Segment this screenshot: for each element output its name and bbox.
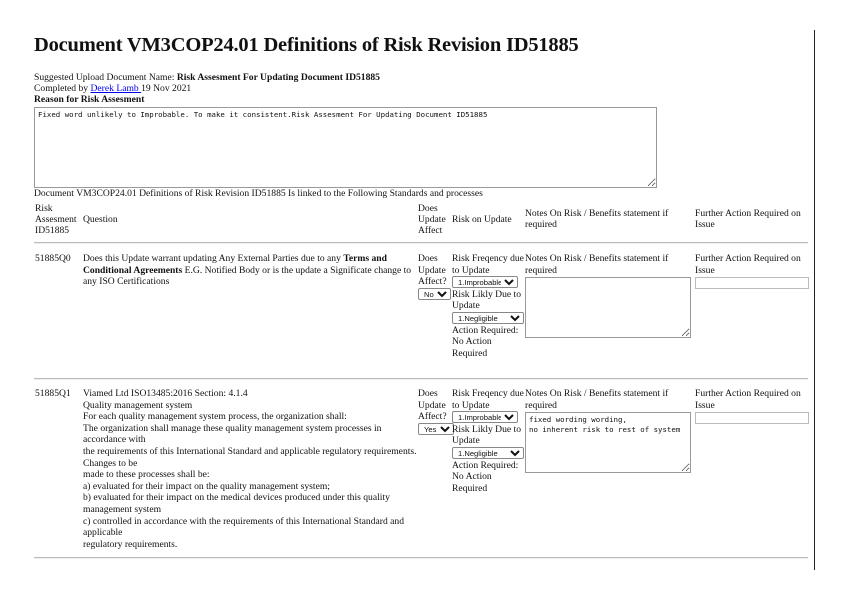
reason-label: Reason for Risk Assesment: [34, 94, 145, 105]
completed-by-label: Completed by: [34, 83, 91, 94]
further-action-input[interactable]: [695, 277, 809, 289]
further-action-input[interactable]: [695, 412, 809, 424]
affect-select[interactable]: [418, 288, 451, 300]
row-risk-id: 51885Q1: [35, 388, 71, 399]
action-required-value: No Action Required: [452, 471, 492, 494]
header-does-update-affect: Does Update Affect: [418, 203, 446, 236]
risk-frequency-label: Risk Freqency due to Update: [452, 388, 524, 411]
notes-textarea[interactable]: [525, 277, 691, 338]
row-affect-cell: [418, 253, 452, 300]
header-risk-id: Risk Assesment ID51885: [35, 203, 77, 236]
notes-textarea[interactable]: [525, 412, 691, 473]
page-title: Document VM3COP24.01 Definitions of Risk Revision ID51885: [34, 34, 579, 56]
action-required-label: Action Required:: [452, 324, 519, 336]
affect-label: Does Update Affect?: [418, 253, 447, 288]
notes-label: Notes On Risk / Benefits statement if required: [525, 388, 669, 411]
risk-frequency-select[interactable]: [452, 411, 518, 423]
row-affect-cell: [418, 388, 452, 435]
linked-standards-text: Document VM3COP24.01 Definitions of Risk Revision ID51885 Is linked to the Following Standards and processes: [34, 188, 483, 199]
risk-frequency-select[interactable]: [452, 276, 518, 288]
completed-by-link[interactable]: Derek Lamb: [90, 83, 142, 94]
suggested-name-line: [34, 72, 380, 83]
affect-label: Does Update Affect?: [418, 388, 447, 423]
risk-likely-label: Risk Likly Due to Update: [452, 423, 522, 447]
header-risk-on-update: Risk on Update: [452, 214, 512, 225]
row-risk-cell: [452, 253, 526, 359]
row-further-action-cell: [695, 253, 811, 289]
risk-likely-select[interactable]: [452, 312, 524, 324]
completed-date: 19 Nov 2021: [141, 83, 192, 94]
row-notes-cell: [525, 388, 695, 473]
page-right-border: [814, 30, 815, 570]
header-question: Question: [83, 214, 118, 225]
suggested-name-value: Risk Assesment For Updating Document ID51885: [176, 72, 380, 83]
header-notes: Notes On Risk / Benefits statement if required: [525, 208, 669, 230]
notes-label: Notes On Risk / Benefits statement if required: [525, 253, 669, 276]
row-divider: [34, 378, 808, 380]
header-further-action: Further Action Required on Issue: [695, 208, 801, 230]
header-divider: [34, 242, 808, 244]
row-risk-cell: [452, 388, 526, 494]
row-further-action-cell: [695, 388, 811, 424]
document-meta: [34, 72, 380, 105]
action-required-label: Action Required:: [452, 459, 519, 471]
completed-by-line: [34, 83, 380, 94]
risk-likely-select[interactable]: [452, 447, 524, 459]
row-question: Viamed Ltd ISO13485:2016 Section: 4.1.4 Quality management system For each quality management system process, the organization shall: The organization shall manage these quality management system processes in accordance with the requirements of this International Standard and applicable regulatory requirements. Changes to be made to these processes shall be: a) evaluated for their impact on the quality management system; b) evaluated for their impact on the medical devices produced under this quality management system c) controlled in accordance with the requirements of this International Standard and applicable regulatory requirements.: [83, 388, 417, 550]
row-risk-id: 51885Q0: [35, 253, 71, 264]
reason-textarea[interactable]: [34, 107, 657, 188]
row-divider: [34, 557, 808, 559]
further-action-label: Further Action Required on Issue: [695, 253, 801, 276]
suggested-name-label: Suggested Upload Document Name:: [34, 72, 177, 83]
risk-frequency-label: Risk Freqency due to Update: [452, 253, 524, 276]
row-question: Does this Update warrant updating Any External Parties due to any Terms and Conditional Agreements E.G. Notified Body or is the update a Significate change to any ISO Certifications: [83, 253, 412, 288]
further-action-label: Further Action Required on Issue: [695, 388, 801, 411]
affect-select[interactable]: [418, 423, 454, 435]
action-required-value: No Action Required: [452, 336, 492, 359]
row-notes-cell: [525, 253, 695, 338]
risk-likely-label: Risk Likly Due to Update: [452, 288, 522, 312]
